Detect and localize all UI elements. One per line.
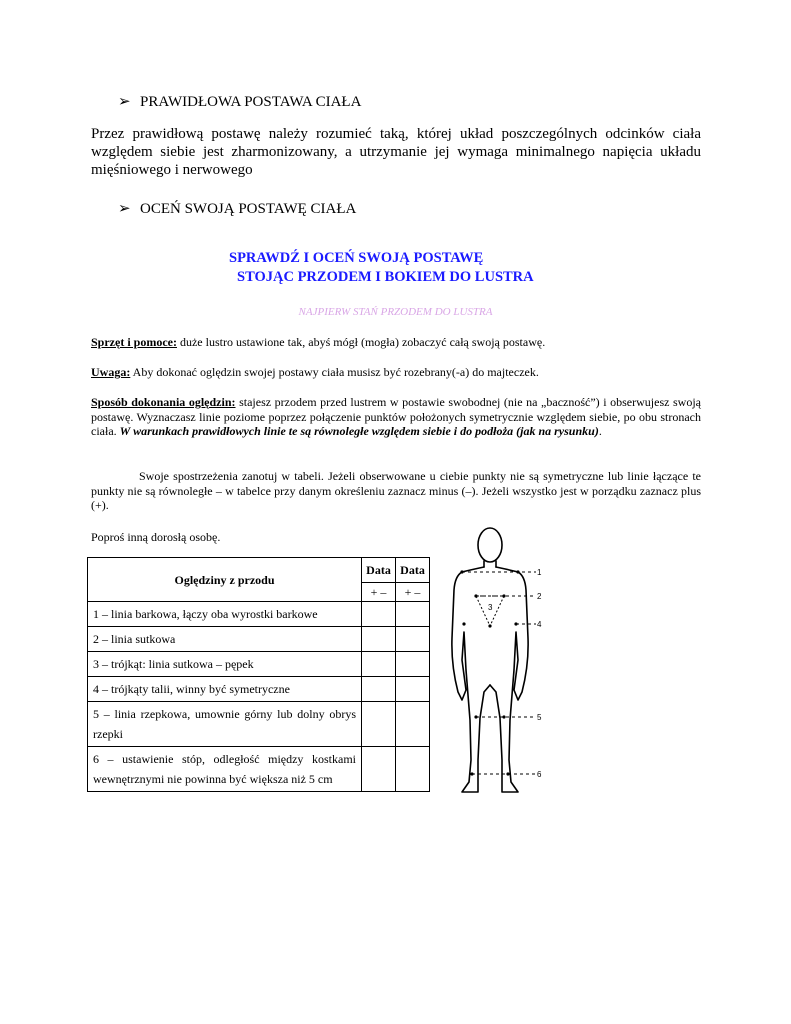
assessment-table (87, 557, 430, 792)
method-text: stajesz przodem przed lustrem w postawie swobodnej (nie na „baczność”) i obserwujesz swoją postawę. Wyznaczasz linie poziome poprzez połączenie punktów położonych symetrycznie względem siebie, po obu stronach ciała. (91, 395, 701, 438)
section-heading-text: PRAWIDŁOWA POSTAWA CIAŁA (140, 94, 362, 110)
table-row (88, 627, 430, 652)
instructions-paragraph: Swoje spostrzeżenia zanotuj w tabeli. Jeżeli obserwowane u ciebie punkty nie są symetryczne lub linie łączące te punkty nie są równoległe – w tabelce przy danym określeniu zaznacz minus (–). Jeżeli wszystko jest w porządku zaznacz plus (+). (91, 469, 701, 512)
marker-label: 4 (537, 620, 542, 629)
row-label: 2 – linia sutkowa (88, 627, 362, 652)
mark-cell[interactable] (396, 652, 430, 677)
marker-label: 3 (488, 603, 493, 612)
section-heading-text: OCEŃ SWOJĄ POSTAWĘ CIAŁA (140, 201, 357, 217)
equipment-label: Sprzęt i pomoce: (91, 335, 177, 349)
mark-cell[interactable] (362, 652, 396, 677)
note-paragraph (91, 365, 701, 380)
section-heading-posture (118, 92, 361, 111)
table-row (88, 747, 430, 792)
method-paragraph (91, 395, 701, 439)
equipment-text: duże lustro ustawione tak, abyś mógł (mogła) zobaczyć całą swoją postawę. (176, 335, 546, 349)
mark-cell[interactable] (362, 602, 396, 627)
table-header-row (88, 558, 430, 583)
plus-minus-2: + – (396, 583, 430, 602)
date-column-1: Data (362, 558, 396, 583)
method-end: . (598, 424, 602, 438)
ask-paragraph: Poproś inną dorosłą osobę. (91, 530, 221, 544)
row-label: 4 – trójkąty talii, winny być symetryczne (88, 677, 362, 702)
measurement-points (460, 570, 519, 775)
note-label: Uwaga: (91, 365, 131, 379)
page-title-line2: STOJĄC PRZODEM I BOKIEM DO LUSTRA (237, 269, 534, 285)
table-header-label: Oględziny z przodu (88, 558, 362, 602)
mark-cell[interactable] (396, 747, 430, 792)
marker-label: 1 (537, 568, 542, 577)
mark-cell[interactable] (362, 627, 396, 652)
subtitle: NAJPIERW STAŃ PRZODEM DO LUSTRA (298, 306, 493, 318)
marker-label: 2 (537, 592, 542, 601)
marker-label: 6 (537, 770, 542, 779)
marker-label: 5 (537, 713, 542, 722)
mark-cell[interactable] (396, 702, 430, 747)
arrow-bullet-icon: ➢ (118, 94, 131, 110)
mark-cell[interactable] (396, 677, 430, 702)
measurement-lines (462, 572, 536, 774)
intro-paragraph: Przez prawidłową postawę należy rozumieć taką, której układ poszczególnych odcinków ciała względem siebie jest zharmonizowany, a utrzymanie jej wymaga minimalnego napięcia układu mięśniowego i nerwowego (91, 126, 701, 178)
method-label: Sposób dokonania oględzin: (91, 395, 236, 409)
page-title-line1: SPRAWDŹ I OCEŃ SWOJĄ POSTAWĘ (229, 250, 484, 266)
table-row (88, 677, 430, 702)
row-label: 1 – linia barkowa, łączy oba wyrostki barkowe (88, 602, 362, 627)
mark-cell[interactable] (396, 602, 430, 627)
table-row (88, 652, 430, 677)
table-row (88, 602, 430, 627)
row-label: 6 – ustawienie stóp, odległość między kostkami wewnętrznymi nie powinna być większa niż 5 cm (88, 747, 362, 792)
plus-minus-1: + – (362, 583, 396, 602)
table-row (88, 702, 430, 747)
row-label: 5 – linia rzepkowa, umownie górny lub dolny obrys rzepki (88, 702, 362, 747)
mark-cell[interactable] (396, 627, 430, 652)
mark-cell[interactable] (362, 747, 396, 792)
mark-cell[interactable] (362, 677, 396, 702)
section-heading-assess (118, 199, 356, 218)
arrow-bullet-icon: ➢ (118, 201, 131, 217)
date-column-2: Data (396, 558, 430, 583)
note-text: Aby dokonać oględzin swojej postawy ciała musisz być rozebrany(-a) do majteczek. (130, 365, 539, 379)
body-figure-illustration (440, 520, 550, 802)
body-outline (452, 528, 528, 792)
equipment-paragraph (91, 335, 701, 350)
row-label: 3 – trójkąt: linia sutkowa – pępek (88, 652, 362, 677)
mark-cell[interactable] (362, 702, 396, 747)
method-emphasis: W warunkach prawidłowych linie te są równoległe względem siebie i do podłoża (jak na rysunku) (119, 424, 599, 438)
